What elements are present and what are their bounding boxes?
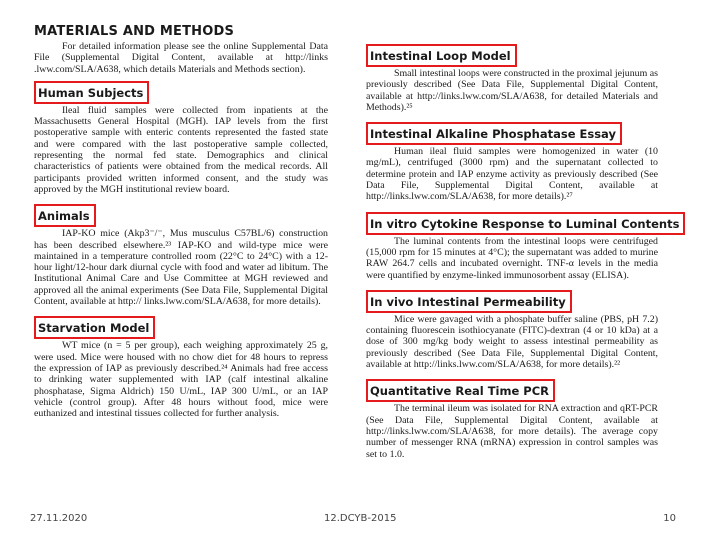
heading-cytokine-response: In vitro Cytokine Response to Luminal Contents (370, 216, 680, 231)
heading-box-human-subjects (34, 81, 149, 104)
section-human-subjects (34, 81, 328, 195)
heading-intestinal-permeability: In vivo Intestinal Permeability (370, 294, 566, 309)
paragraph-qpcr: The terminal ileum was isolated for RNA extraction and qRT-PCR (See Data File, Supplemental Digital Content, available at http://links.lww.com/SLA/A638, for more details). The average copy number of messenger RNA (mRNA) expression in control samples was set to 1.0. (366, 403, 658, 460)
left-column (34, 24, 328, 419)
paragraph-iap-essay: Human ileal fluid samples were homogenized in water (10 mg/mL), centrifuged (3000 rpm) and the supernatant collected to determine protein and IAP enzyme activity as previously described (See Data File, Supplemental Digital Content, available at http://links.lww.com/SLA/A638, for more details).²⁷ (366, 146, 658, 203)
heading-box-qpcr (366, 379, 555, 402)
paragraph-cytokine-response: The luminal contents from the intestinal loops were centrifuged (15,000 rpm for 15 minutes at 4°C); the supernatant was added to murine RAW 264.7 cells and incubated overnight. TNF-α levels in the media were quantified by enzyme-linked immunosorbent assay (ELISA). (366, 235, 658, 281)
intro-paragraph: For detailed information please see the online Supplemental Data File (Supplemental Digital Content, available at http://links .lww.com/SLA/A638, which details Materials and Methods section). (34, 41, 328, 75)
paragraph-intestinal-permeability: Mice were gavaged with a phosphate buffer saline (PBS, pH 7.2) containing fluorescein isothiocyanate (FITC)-dextran (4 or 10 kDa) at a dose of 300 mg/kg body weight to assess intestinal permeability as previously described (See Data File, Supplemental Digital Content, available at http://links.lww.com/SLA/A638, for more details).²² (366, 313, 658, 371)
section-intestinal-loop-model (366, 44, 658, 113)
paragraph-animals: IAP-KO mice (Akp3⁻/⁻, Mus musculus C57BL/6) construction has been described elsewhere.²³ IAP-KO and wild-type mice were maintained in a temperature controlled room (22°C to 24°C) with a 12-hour light/12-hour dark diurnal cycle with food and water ad libitum. The Institutional Animal Care and Use Committee at MGH reviewed and approved all the animal experiments (See Data File, Supplemental Digital Content, available at http:// links.lww.com/SLA/A638, for more details). (34, 228, 328, 308)
heading-box-starvation-model (34, 316, 155, 339)
section-intestinal-permeability (366, 290, 658, 370)
heading-box-animals (34, 204, 96, 227)
section-qpcr (366, 379, 658, 459)
footer-page-number: 10 (663, 513, 676, 524)
section-animals (34, 204, 328, 307)
heading-box-intestinal-loop-model (366, 44, 517, 67)
heading-human-subjects: Human Subjects (38, 85, 144, 100)
paragraph-starvation-model: WT mice (n = 5 per group), each weighing approximately 25 g, were used. Mice were housed with no chow diet for 48 hours to repress the expression of IAP as previously described.²⁴ Animals had free access to drinking water supplemented with IAP (calf intestinal alkaline phosphatase, Sigma Aldrich) 150 U/mL, IAP 300 U/mL, or an IAP vehicle (control group). After 48 hours without food, mice were euthanized and intestinal tissues collected for further analysis. (34, 340, 328, 420)
section-cytokine-response (366, 212, 680, 281)
heading-box-iap-essay (366, 122, 622, 145)
heading-animals: Animals (38, 209, 90, 224)
heading-starvation-model: Starvation Model (38, 321, 150, 336)
paragraph-human-subjects: Ileal fluid samples were collected from inpatients at the Massachusetts General Hospital (MGH). IAP levels from the first postoperative sample with enteric contents represented the fasted state and were compared with the last postoperative sample collected, representing the normal fed state. Demographics and clinical characteristics of patients were obtained from the medical records. All participants provided written informed consent, and the study was approved by the MGH institutional review board. (34, 104, 328, 195)
heading-box-cytokine-response (366, 212, 685, 235)
section-iap-essay (366, 122, 658, 202)
main-title: MATERIALS AND METHODS (34, 24, 235, 39)
footer-date: 27.11.2020 (30, 513, 88, 524)
right-column (366, 44, 680, 460)
footer-course-code: 12.DCYB-2015 (324, 513, 397, 524)
heading-iap-essay: Intestinal Alkaline Phosphatase Essay (370, 127, 616, 142)
section-starvation-model (34, 316, 328, 419)
heading-box-intestinal-permeability (366, 290, 572, 313)
heading-qpcr: Quantitative Real Time PCR (370, 384, 550, 399)
paragraph-intestinal-loop-model: Small intestinal loops were constructed in the proximal jejunum as previously described (See Data File, Supplemental Digital Content, available at http://links.lww.com/SLA/A638, for detailed Materials and Methods).²⁵ (366, 68, 658, 113)
heading-intestinal-loop-model: Intestinal Loop Model (370, 49, 511, 63)
